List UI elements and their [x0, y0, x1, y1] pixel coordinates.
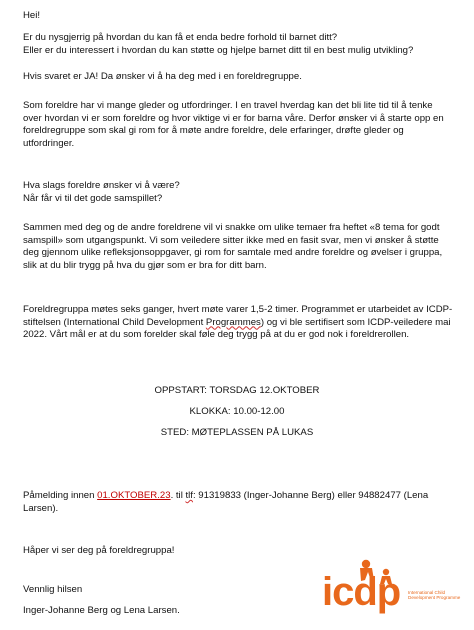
- closing-hope: Håper vi ser deg på foreldregruppa!: [23, 545, 175, 556]
- paragraph-3: [23, 304, 453, 342]
- paragraph-2: Sammen med deg og de andre foreldrene vil vi snakke om ulike temaer fra heftet «8 tema for godt samspill» som utgangspunkt. Vi som veiledere sitter ikke med en fasit svar, men vi ønsker å støtte deg gjennom ulike refleksjonsoppgaver, gi rom for samtale med andre foreldre og øvelser i gruppa, slik at du blir trygg på hva du gjør som er bra for ditt barn.: [23, 222, 443, 271]
- paragraph-3-end: ) og vi ble sertifisert som ICDP-veiledere mai 2022. Vårt mål er at du som forelder skal føle deg trygg på at du er god nok i foreldrerollen.: [23, 316, 451, 341]
- regards: Vennlig hilsen: [23, 584, 83, 595]
- programmes-word: Programmes: [205, 316, 261, 328]
- intro-line-2: Eller er du interessert i hvordan du kan støtte og hjelpe barnet ditt til en best mulig utvikling?: [23, 45, 414, 56]
- signup-info: [23, 490, 453, 515]
- question-1: Hva slags foreldre ønsker vi å være?: [23, 180, 180, 191]
- phone-abbrev: tlf: [185, 490, 193, 501]
- signup-text: Påmelding innen: [23, 490, 98, 501]
- signup-phones: : 91319833 (Inger-Johanne Berg) eller 94882477 (Lena Larsen).: [23, 490, 429, 514]
- intro-line-3: Hvis svaret er JA! Da ønsker vi å ha deg med i en foreldregruppe.: [23, 71, 302, 82]
- intro-line-1: Er du nysgjerrig på hvordan du kan få et enda bedre forhold til barnet ditt?: [23, 32, 338, 43]
- greeting: Hei!: [23, 10, 41, 21]
- start-date: OPPSTART: TORSDAG 12.OKTOBER: [154, 385, 320, 396]
- signup-text-2: . til: [170, 490, 186, 501]
- signup-deadline: 01.OKTOBER.23: [97, 490, 171, 501]
- meeting-time: KLOKKA: 10.00-12.00: [189, 406, 285, 417]
- signature-names: Inger-Johanne Berg og Lena Larsen.: [23, 605, 180, 616]
- paragraph-1: Som foreldre har vi mange gleder og utfordringer. I en travel hverdag kan det bli lite tid til å tenke over hvordan vi er som foreldre og hvor viktige vi er for barna våre. Derfor ønsker vi å starte opp en foreldregruppe som skal gi rom for å møte andre foreldre, dele erfaringer, drøfte gleder og utfordringer.: [23, 100, 444, 149]
- question-2: Når får vi til det gode samspillet?: [23, 193, 163, 204]
- meeting-place: STED: MØTEPLASSEN PÅ LUKAS: [160, 427, 314, 438]
- icdp-logo: [316, 556, 471, 622]
- icdp-logo-text: icdp: [322, 570, 401, 614]
- icdp-logo-subtitle: International Child Development Programme: [408, 590, 461, 601]
- paragraph-3-start: Foreldregruppa møtes seks ganger, hvert møte varer 1,5-2 timer. Programmet er utarbeidet av ICDP-stiftelsen (International Child Development: [23, 304, 453, 328]
